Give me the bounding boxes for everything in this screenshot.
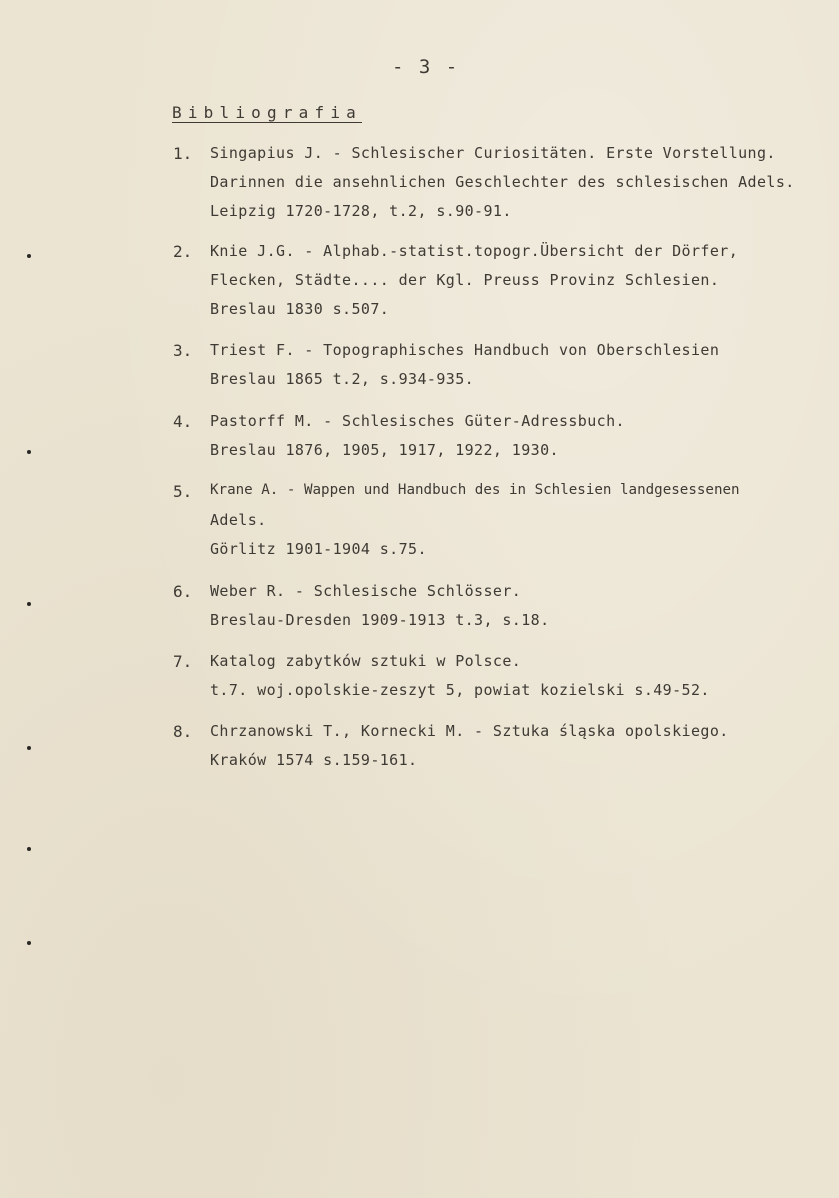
page-number: - 3 - — [392, 56, 460, 78]
page-title: Bibliografia — [172, 103, 362, 122]
scan-speck — [27, 450, 31, 454]
entry-number: 4. — [173, 412, 193, 431]
entry-line: Darinnen die ansehnlichen Geschlechter des schlesischen Adels. — [210, 173, 795, 191]
entry-line: Singapius J. - Schlesischer Curiositäten. Erste Vorstellung. — [210, 144, 776, 162]
entry-line: Breslau-Dresden 1909-1913 t.3, s.18. — [210, 611, 550, 629]
entry-line: Weber R. - Schlesische Schlösser. — [210, 582, 522, 600]
entry-line: Flecken, Städte.... der Kgl. Preuss Provinz Schlesien. — [210, 271, 720, 289]
entry-number: 2. — [173, 242, 193, 261]
entry-number: 5. — [173, 482, 193, 501]
scan-speck — [27, 254, 31, 258]
entry-line: Breslau 1865 t.2, s.934-935. — [210, 370, 475, 388]
scan-speck — [27, 746, 31, 750]
entry-number: 7. — [173, 652, 193, 671]
entry-number: 1. — [173, 144, 193, 163]
entry-number: 8. — [173, 722, 193, 741]
entry-line: Kraków 1574 s.159-161. — [210, 751, 418, 769]
entry-line: Pastorff M. - Schlesisches Güter-Adressbuch. — [210, 412, 625, 430]
entry-line: Katalog zabytków sztuki w Polsce. — [210, 652, 522, 670]
entry-line: Leipzig 1720-1728, t.2, s.90-91. — [210, 202, 512, 220]
entry-line: Adels. — [210, 511, 267, 529]
entry-line: t.7. woj.opolskie-zeszyt 5, powiat kozielski s.49-52. — [210, 681, 710, 699]
entry-line: Görlitz 1901-1904 s.75. — [210, 540, 427, 558]
entry-line: Breslau 1876, 1905, 1917, 1922, 1930. — [210, 441, 559, 459]
entry-line: Breslau 1830 s.507. — [210, 300, 390, 318]
entry-number: 3. — [173, 341, 193, 360]
entry-line: Triest F. - Topographisches Handbuch von Oberschlesien — [210, 341, 720, 359]
entry-line: Knie J.G. - Alphab.-statist.topogr.Übersicht der Dörfer, — [210, 242, 739, 260]
entry-line: Chrzanowski T., Kornecki M. - Sztuka śląska opolskiego. — [210, 722, 729, 740]
scan-speck — [27, 847, 31, 851]
scan-speck — [27, 602, 31, 606]
entry-number: 6. — [173, 582, 193, 601]
scan-speck — [27, 941, 31, 945]
entry-line: Krane A. - Wappen und Handbuch des in Schlesien landgesessenen — [210, 482, 740, 498]
